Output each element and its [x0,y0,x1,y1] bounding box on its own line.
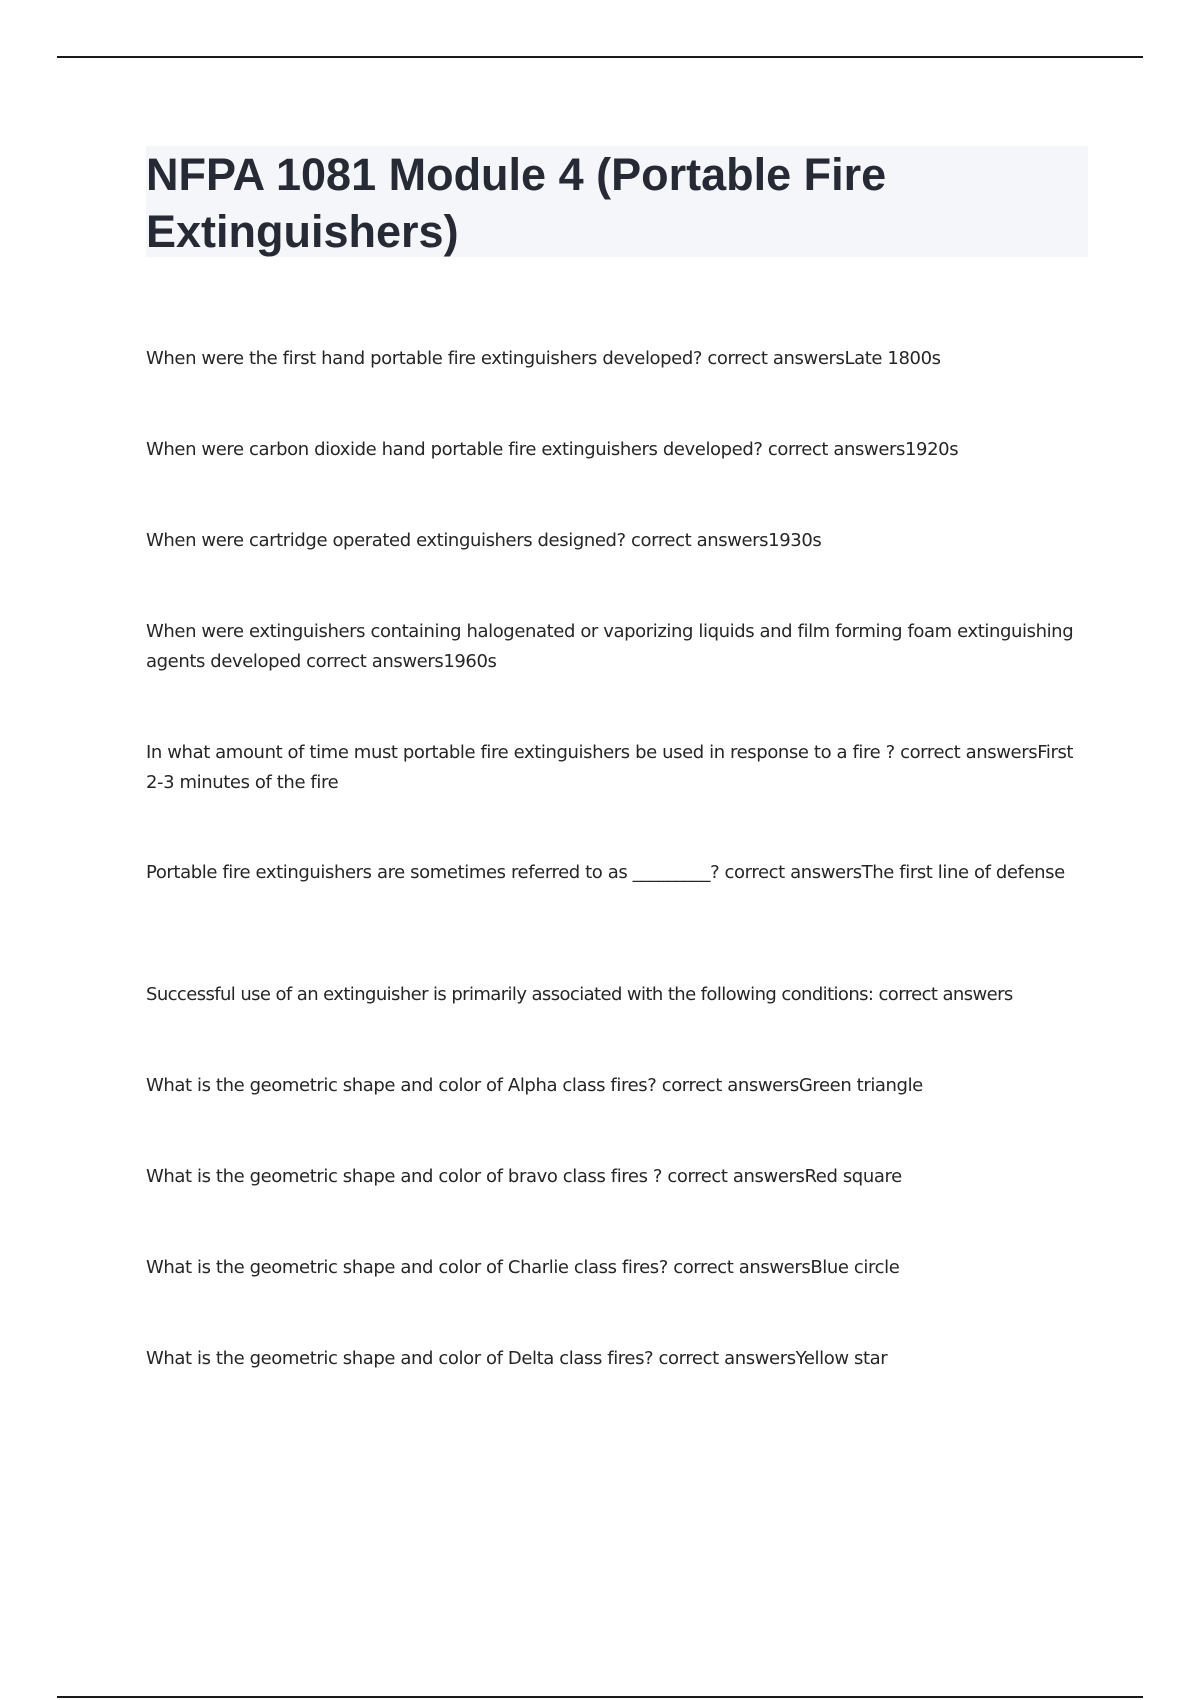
qa-item-8: What is the geometric shape and color of Alpha class fires? correct answersGreen triangle [146,1075,923,1096]
bottom-rule [57,1696,1143,1698]
qa-item-10: What is the geometric shape and color of Charlie class fires? correct answersBlue circle [146,1257,900,1278]
title-block [146,146,1088,257]
qa-item-5: In what amount of time must portable fire extinguishers be used in response to a fire ? correct answersFirst 2-3 minutes of the fire [146,742,1074,793]
top-rule [57,56,1143,58]
qa-item-1: When were the first hand portable fire extinguishers developed? correct answersLate 1800s [146,348,941,369]
qa-item-9: What is the geometric shape and color of bravo class fires ? correct answersRed square [146,1166,902,1187]
qa-item-7: Successful use of an extinguisher is primarily associated with the following conditions: correct answers [146,984,1013,1005]
qa-item-2: When were carbon dioxide hand portable fire extinguishers developed? correct answers1920s [146,439,959,460]
qa-item-3: When were cartridge operated extinguishers designed? correct answers1930s [146,530,822,551]
qa-item-11: What is the geometric shape and color of Delta class fires? correct answersYellow star [146,1348,888,1369]
qa-item-6: Portable fire extinguishers are sometimes referred to as _________? correct answersThe first line of defense [146,862,1065,883]
qa-item-4: When were extinguishers containing halogenated or vaporizing liquids and film forming foam extinguishing agents developed correct answers1960s [146,621,1074,672]
page-title: NFPA 1081 Module 4 (Portable Fire Extinguishers) [146,149,887,257]
